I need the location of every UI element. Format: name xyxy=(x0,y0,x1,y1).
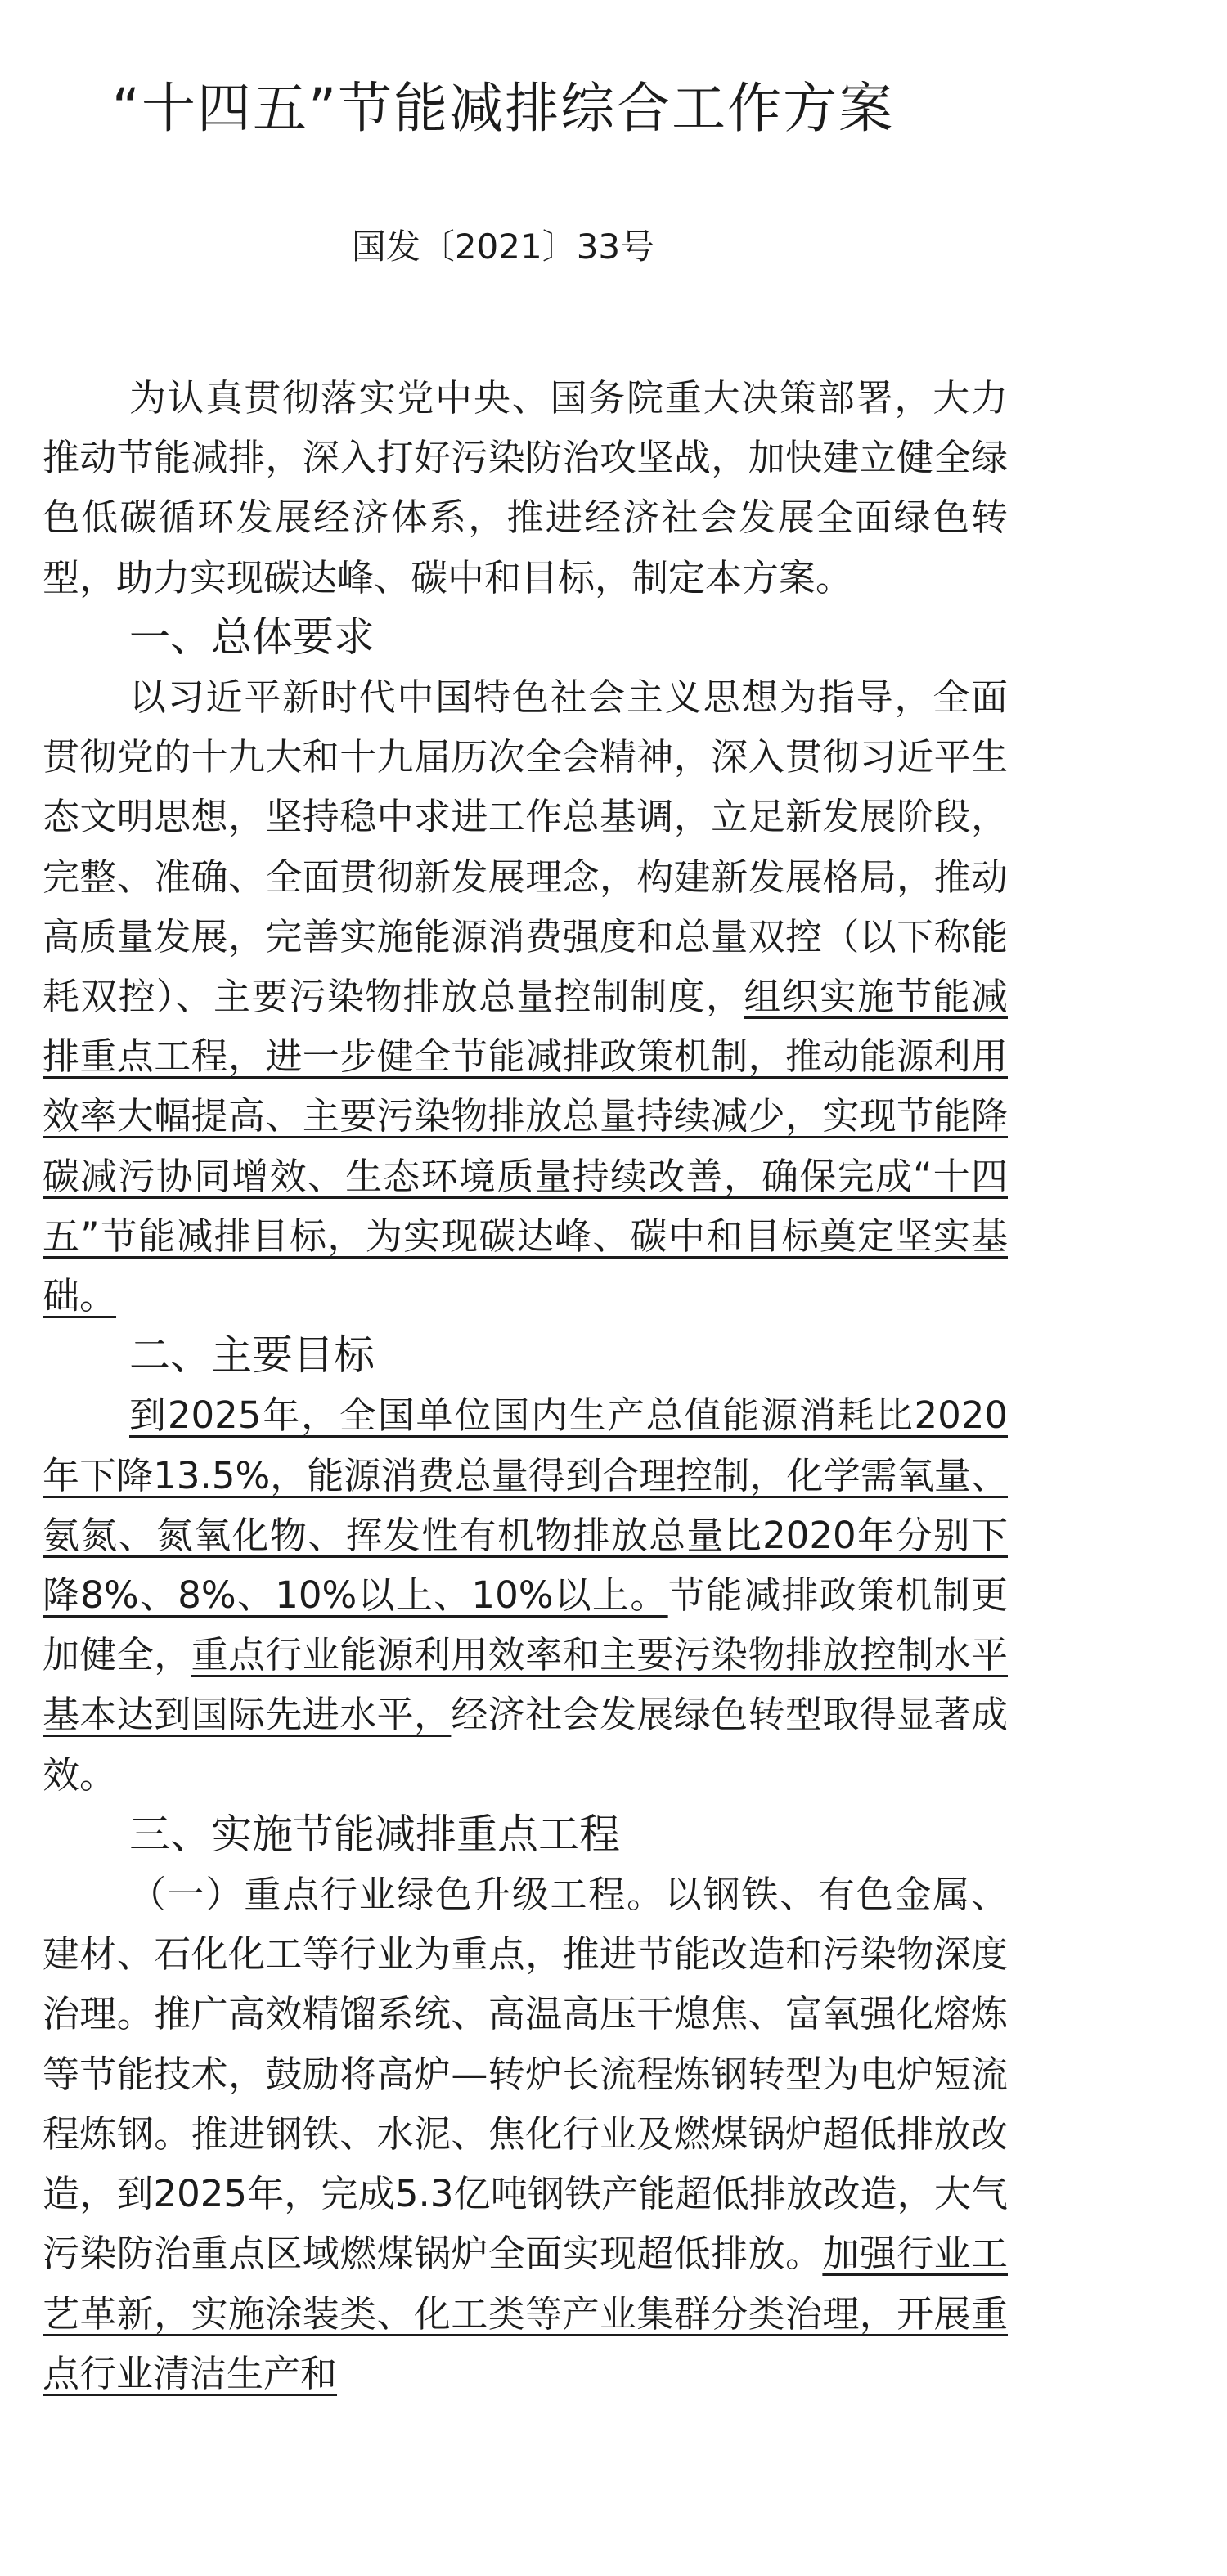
overall-requirements-underlined-text: 组织实施节能减排重点工程，进一步健全节能减排政策机制，推动能源利用效率大幅提高、主要污染物排放总量持续减少，实现节能降碳减污协同增效、生态环境质量持续改善，确保完成“十四五”节能减排目标，为实现碳达峰、碳中和目标奠定坚实基础。 xyxy=(43,975,1008,1318)
key-projects-underlined-text: 加强行业工艺革新，实施涂装类、化工类等产业集群分类治理，开展重点行业清洁生产和 xyxy=(43,2232,1008,2395)
document-title: “十四五”节能减排综合工作方案 xyxy=(111,77,895,140)
main-targets-underlined-text-2: 重点行业能源利用效率和主要污染物排放控制水平基本达到国际先进水平， xyxy=(43,1633,1008,1737)
main-targets-paragraph xyxy=(43,1385,1008,1804)
key-projects-text: （一）重点行业绿色升级工程。以钢铁、有色金属、建材、石化化工等行业为重点，推进节能改造和污染物深度治理。推广高效精馏系统、高温高压干熄焦、富氧强化熔炼等节能技术，鼓励将高炉—转炉长流程炼钢转型为电炉短流程炼钢。推进钢铁、水泥、焦化行业及燃煤锅炉超低排放改造，到2025年，完成5.3亿吨钢铁产能超低排放改造，大气污染防治重点区域燃煤锅炉全面实现超低排放。 xyxy=(43,1873,1008,2276)
overall-requirements-paragraph xyxy=(43,667,1008,1326)
section-heading-overall-requirements: 一、总体要求 xyxy=(129,613,375,661)
main-targets-text-1: 节能减排政策机制更加健全， xyxy=(43,1573,1008,1677)
main-targets-text-2: 经济社会发展绿色转型取得显著成效。 xyxy=(43,1693,1008,1797)
section-heading-key-projects: 三、实施节能减排重点工程 xyxy=(129,1810,620,1858)
main-targets-underlined-text-1: 到2025年，全国单位国内生产总值能源消耗比2020年下降13.5%，能源消费总量得到合理控制，化学需氧量、氨氮、氮氧化物、挥发性有机物排放总量比2020年分别下降8%、8%、10%以上、10%以上。 xyxy=(43,1393,1008,1618)
document-body xyxy=(43,368,1008,2403)
key-projects-paragraph xyxy=(43,1865,1008,2403)
document-number: 国发〔2021〕33号 xyxy=(351,227,655,267)
intro-paragraph: 为认真贯彻落实党中央、国务院重大决策部署，大力推动节能减排，深入打好污染防治攻坚战，加快建立健全绿色低碳循环发展经济体系，推进经济社会发展全面绿色转型，助力实现碳达峰、碳中和目标，制定本方案。 xyxy=(43,376,1008,599)
section-heading-main-targets: 二、主要目标 xyxy=(129,1331,375,1380)
overall-requirements-text: 以习近平新时代中国特色社会主义思想为指导，全面贯彻党的十九大和十九届历次全会精神，深入贯彻习近平生态文明思想，坚持稳中求进工作总基调，立足新发展阶段，完整、准确、全面贯彻新发展理念，构建新发展格局，推动高质量发展，完善实施能源消费强度和总量双控（以下称能耗双控）、主要污染物排放总量控制制度， xyxy=(43,675,1008,1019)
